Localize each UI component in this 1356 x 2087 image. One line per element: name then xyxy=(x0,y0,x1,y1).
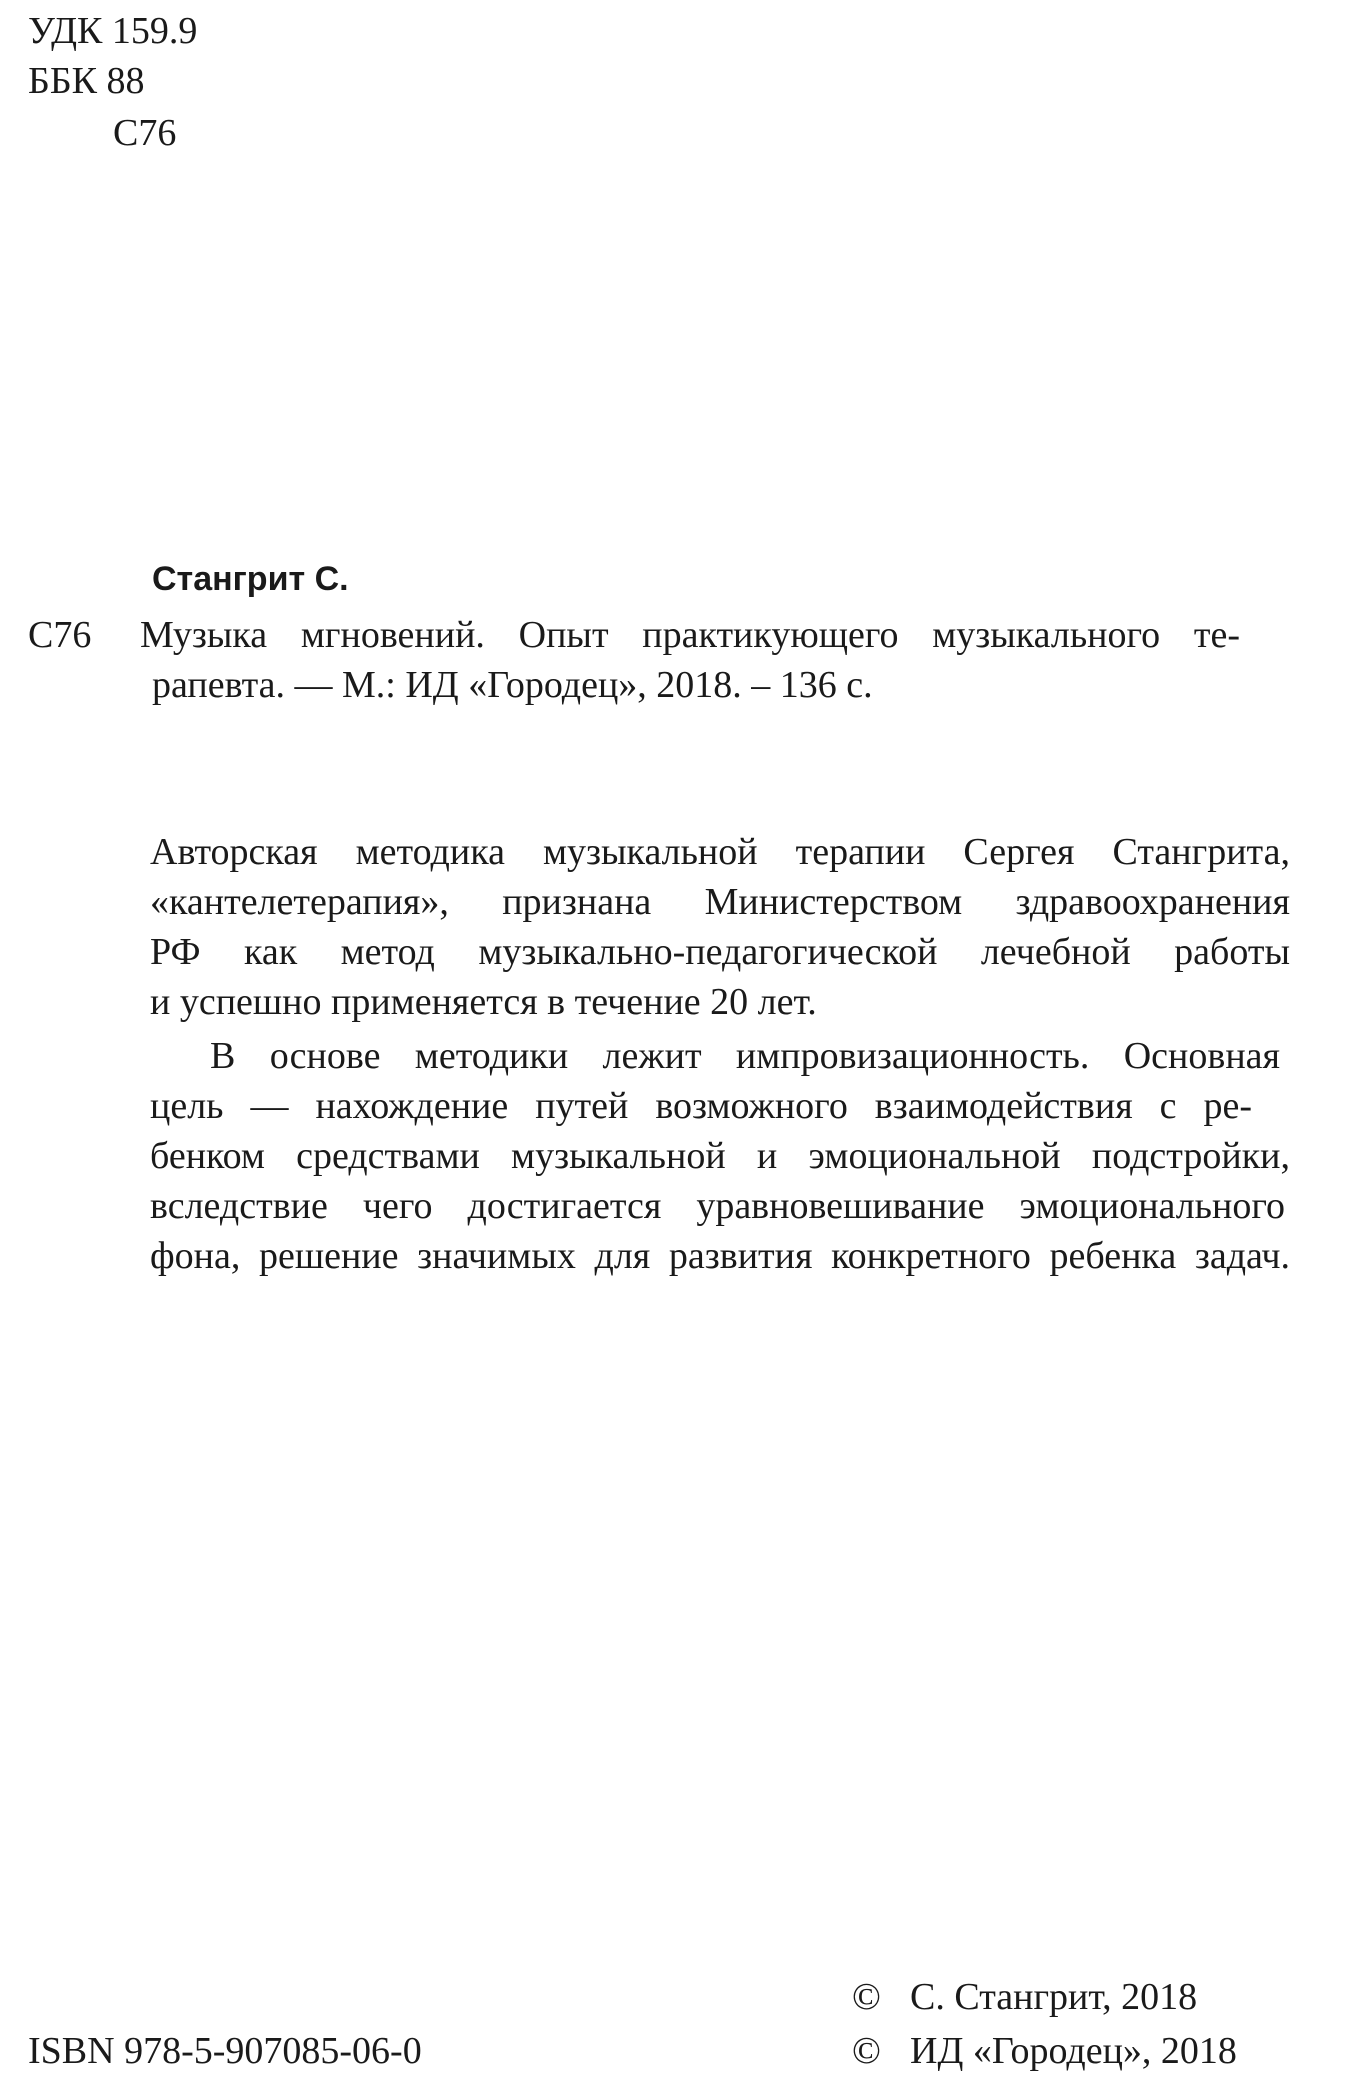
annotation-line-7: бенком средствами музыкальной и эмоциональной подстройки, xyxy=(150,1135,1290,1177)
copyright-publisher: ИД «Городец», 2018 xyxy=(910,2030,1237,2072)
record-author-mark: С76 xyxy=(28,614,92,656)
annotation-line-3: РФ как метод музыкально-педагогической лечебной работы xyxy=(150,931,1290,973)
isbn: ISBN 978-5-907085-06-0 xyxy=(28,2030,422,2072)
copyright-author: С. Стангрит, 2018 xyxy=(910,1976,1198,2018)
title-line-1: Музыка мгновений. Опыт практикующего музыкального те- xyxy=(140,614,1240,656)
copyright-symbol: © xyxy=(852,1976,881,2018)
author-name: Стангрит С. xyxy=(152,560,349,598)
copyright-symbol: © xyxy=(852,2030,881,2072)
annotation-line-5: В основе методики лежит импровизационность. Основная xyxy=(210,1035,1280,1077)
annotation-line-8: вследствие чего достигается уравновешивание эмоционального xyxy=(150,1185,1285,1227)
udk-code: УДК 159.9 xyxy=(28,10,198,52)
bbk-code: ББК 88 xyxy=(28,60,145,102)
annotation-line-6: цель — нахождение путей возможного взаимодействия с ре- xyxy=(150,1085,1252,1127)
annotation-line-9: фона, решение значимых для развития конкретного ребенка задач. xyxy=(150,1235,1290,1277)
annotation-line-4: и успешно применяется в течение 20 лет. xyxy=(150,981,817,1023)
annotation-line-1: Авторская методика музыкальной терапии Сергея Стангрита, xyxy=(150,831,1290,873)
annotation-line-2: «кантелетерапия», признана Министерством здравоохранения xyxy=(150,881,1290,923)
title-line-2: рапевта. — М.: ИД «Городец», 2018. – 136 с. xyxy=(152,664,873,706)
author-mark: С76 xyxy=(113,112,177,154)
